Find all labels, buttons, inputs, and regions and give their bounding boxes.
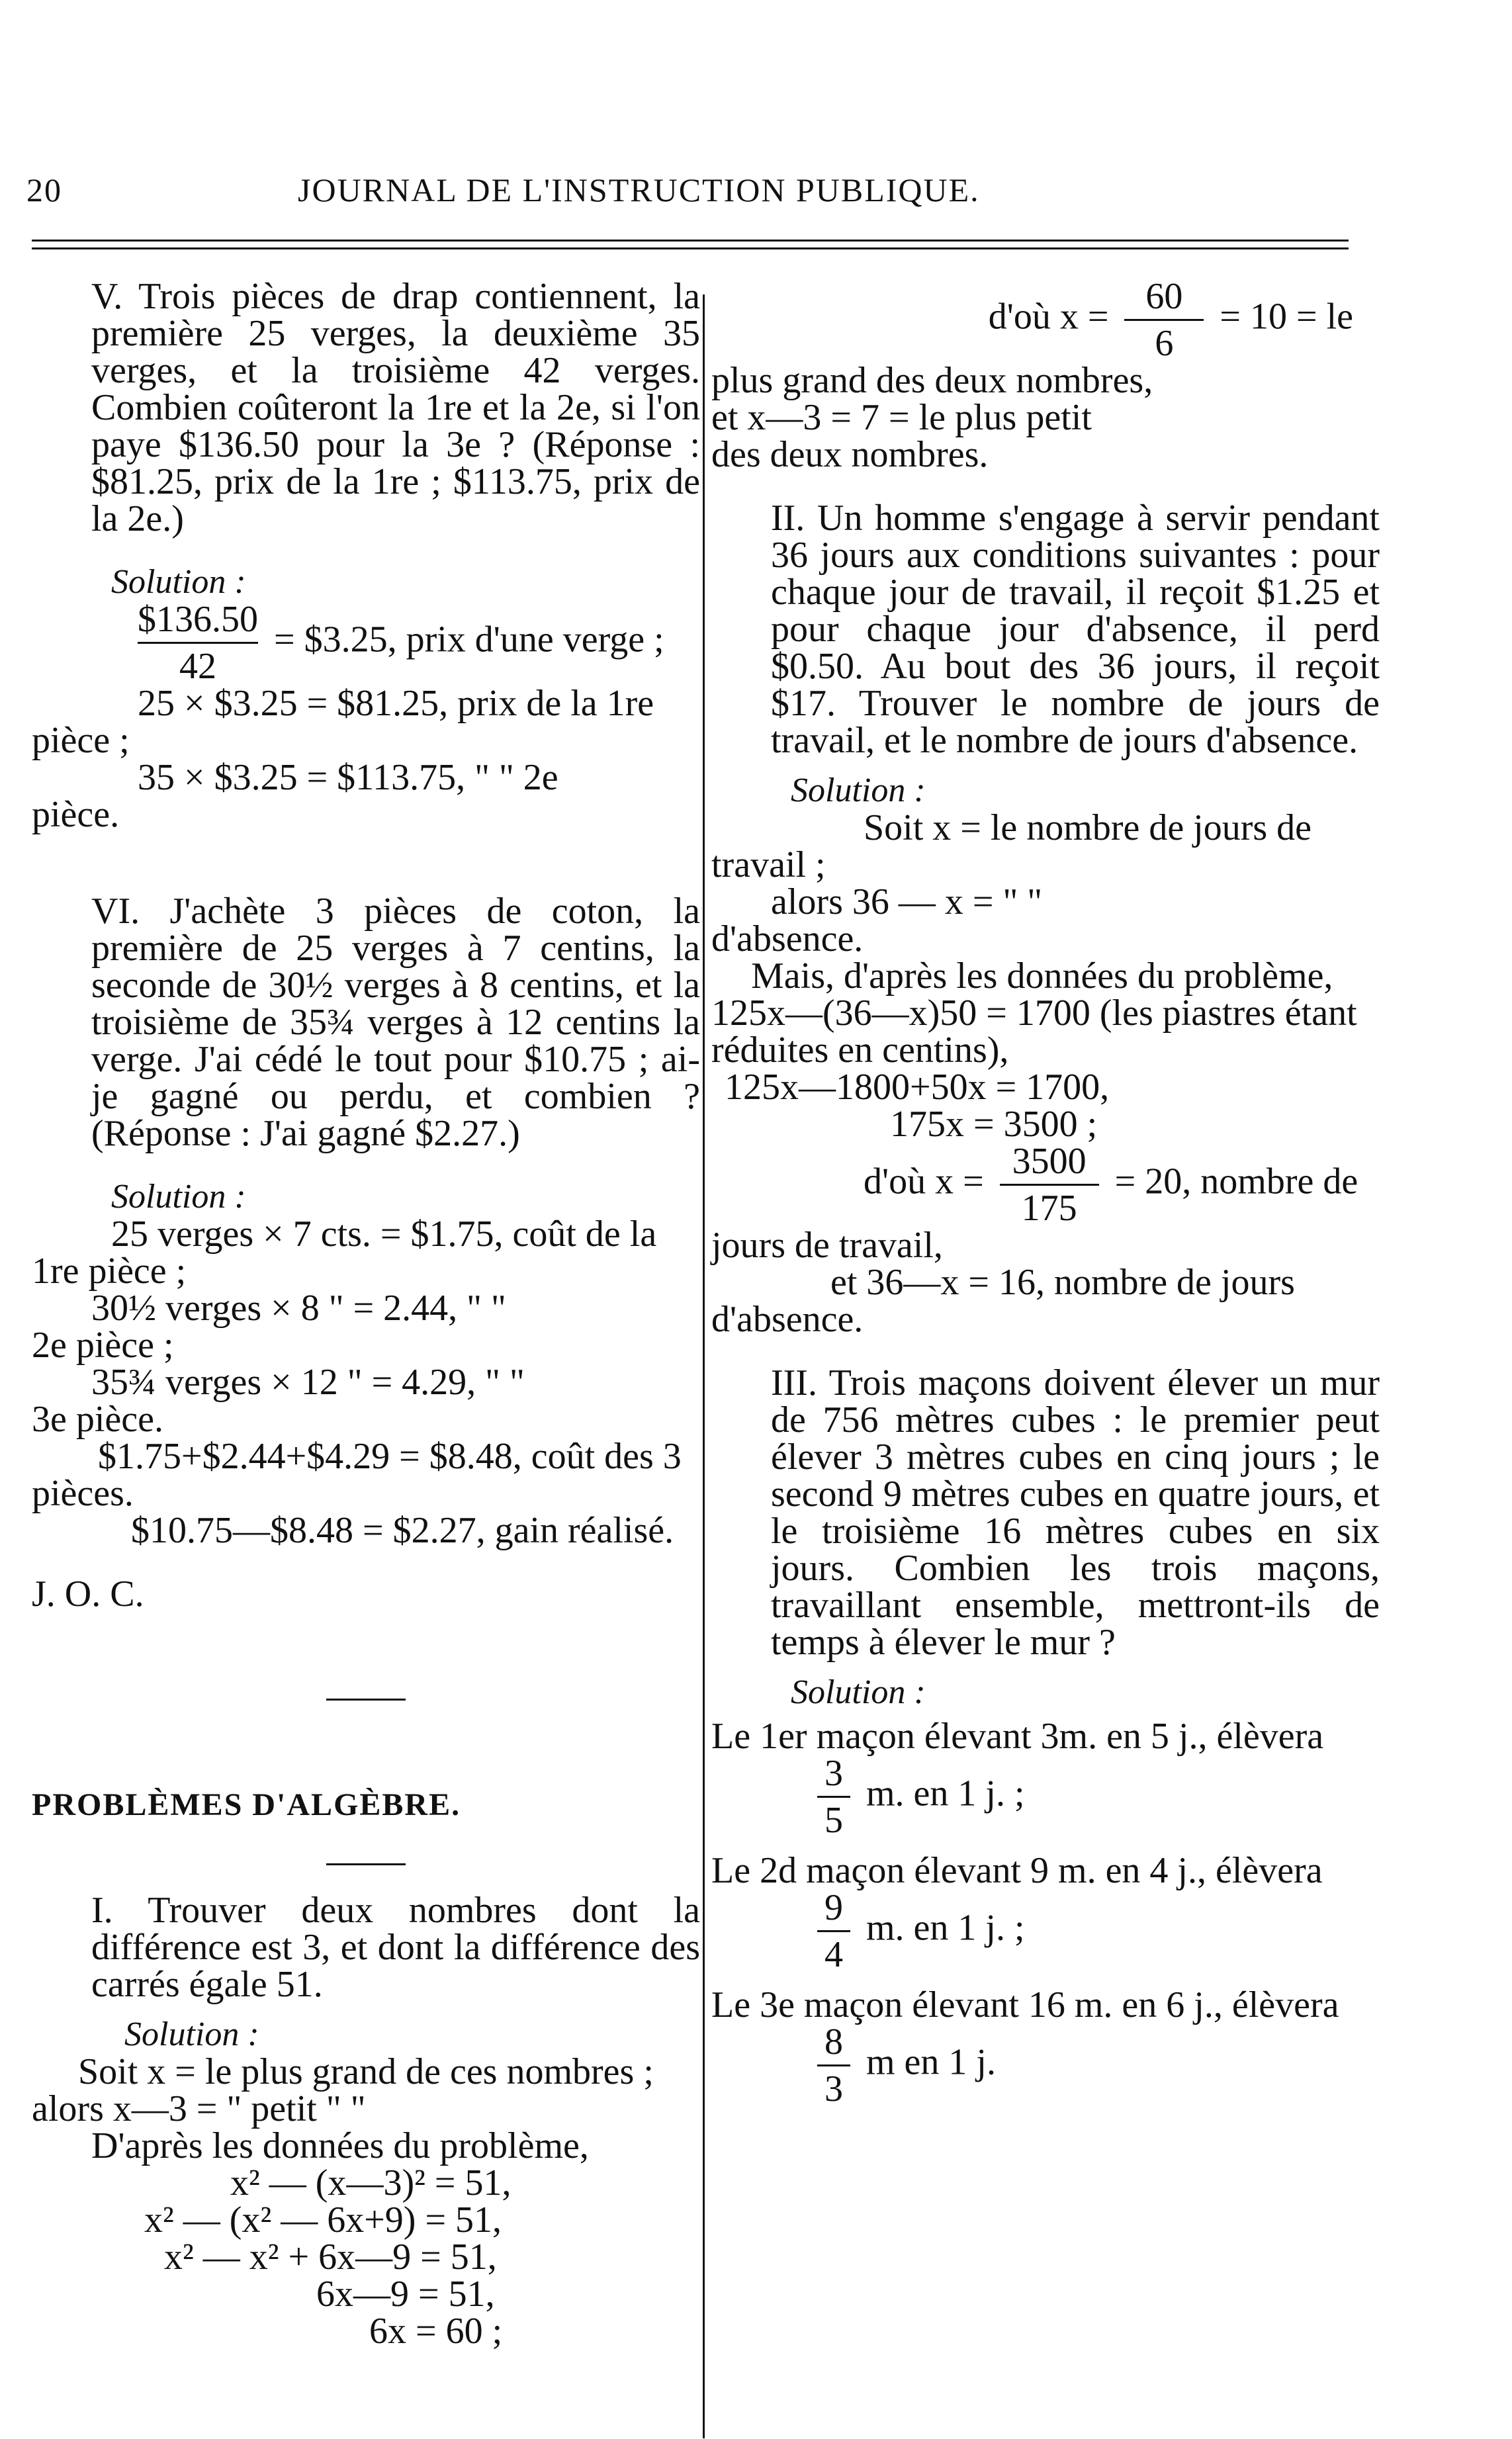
equation-fraction-line	[711, 1143, 1380, 1227]
equation-line: 6x—9 = 51,	[316, 2274, 495, 2315]
fraction-bar	[1000, 1184, 1099, 1186]
equation-line: d'absence.	[711, 1299, 864, 1340]
problem-3-text: III. Trois maçons doivent élever un mur de 756 mètres cubes : le premier peut élever 3 mètres cubes en cinq jours ; le second 9 mètres cubes en quatre jours, et le troisième 16 mètres cubes en six jours. Combien les trois maçons, travaillant ensemble, mettront-ils de temps à élever le mur ?	[771, 1362, 1380, 1663]
equation-line: et 36—x = 16, nombre de jours	[830, 1262, 1295, 1303]
equation-line: plus grand des deux nombres,	[711, 360, 1153, 401]
equation-line: x² — (x—3)² = 51,	[230, 2162, 511, 2203]
header-rule-top	[32, 240, 1349, 242]
equation-line: des deux nombres.	[711, 434, 989, 475]
problem-6-text: VI. J'achète 3 pièces de coton, la première de 25 verges à 7 centins, la seconde de 30½ verges à 8 centins, et la troisième de 35¾ verges à 12 centins la verge. J'ai cédé le tout pour $10.75 ; ai-je gagné ou perdu, et combien ? (Réponse : J'ai gagné $2.27.)	[91, 891, 700, 1154]
equation-line: $1.75+$2.44+$4.29 = $8.48, coût des 3	[98, 1436, 682, 1477]
fraction-bar	[817, 1930, 850, 1932]
equation-line: 175x = 3500 ;	[890, 1104, 1098, 1145]
equation-text: m en 1 j.	[866, 2041, 996, 2083]
algebra-section-title: PROBLÈMES D'ALGÈBRE.	[32, 1787, 461, 1822]
fraction-bar	[817, 2064, 850, 2066]
equation-text: = 10 = le	[1220, 296, 1353, 337]
solution-label: Solution :	[124, 2016, 259, 2053]
fraction-bar	[1124, 319, 1204, 321]
equation-line: 2e pièce ;	[32, 1325, 174, 1366]
equation-line: d'absence.	[711, 918, 864, 959]
equation-line: Soit x = le plus grand de ces nombres ;	[78, 2051, 654, 2092]
fraction-numerator: 3500	[1012, 1141, 1087, 1182]
page-number: 20	[26, 171, 62, 208]
equation-text: = $3.25, prix d'une verge ;	[274, 619, 664, 660]
equation-line: pièce ;	[32, 720, 130, 761]
equation-line: x² — (x² — 6x+9) = 51,	[144, 2199, 502, 2240]
equation-line: alors x—3 = " petit " "	[32, 2088, 366, 2129]
fraction-denominator: 4	[824, 1934, 843, 1975]
equation-line: 30½ verges × 8 " = 2.44, " "	[91, 1288, 506, 1329]
equation-line: alors 36 — x = " "	[771, 881, 1043, 922]
column-divider	[703, 294, 705, 2438]
fraction-numerator: 9	[824, 1887, 843, 1928]
equation-line: 35¾ verges × 12 " = 4.29, " "	[91, 1362, 525, 1403]
equation-line: D'après les données du problème,	[91, 2125, 589, 2166]
equation-line: 25 × $3.25 = $81.25, prix de la 1re	[138, 683, 654, 724]
fraction-denominator: 42	[179, 646, 216, 687]
fraction-denominator: 175	[1021, 1188, 1077, 1229]
equation-line: 6x = 60 ;	[369, 2311, 503, 2352]
problem-2-text: II. Un homme s'engage à servir pendant 36 jours aux conditions suivantes : pour chaque jour de travail, il reçoit $1.25 et pour chaque jour d'absence, il perd $0.50. Au bout des 36 jours, il reçoit $17. Trouver le nombre de jours de travail, et le nombre de jours d'absence.	[771, 498, 1380, 761]
equation-line: 35 × $3.25 = $113.75, " " 2e	[138, 757, 558, 798]
equation-line: Le 2d maçon élevant 9 m. en 4 j., élèvera	[711, 1850, 1323, 1891]
equation-line: x² — x² + 6x—9 = 51,	[164, 2237, 497, 2278]
problem-1-text: I. Trouver deux nombres dont la différence est 3, et dont la différence des carrés égale 51.	[91, 1890, 700, 2005]
fraction-denominator: 5	[824, 1800, 843, 1841]
equation-line: jours de travail,	[711, 1225, 943, 1266]
fraction	[817, 2023, 850, 2107]
problem-5-text: V. Trois pièces de drap contiennent, la première 25 verges, la deuxième 35 verges, et la troisième 42 verges. Combien coûteront la 1re et la 2e, si l'on paye $136.50 pour la 3e ? (Réponse : $81.25, prix de la 1re ; $113.75, prix de la 2e.)	[91, 276, 700, 539]
equation-fraction-line	[711, 1889, 1380, 1973]
fraction	[817, 1755, 850, 1839]
solution-5-fraction-line	[32, 601, 700, 685]
page-title: JOURNAL DE L'INSTRUCTION PUBLIQUE.	[298, 171, 980, 208]
equation-line: Soit x = le nombre de jours de	[864, 807, 1312, 848]
equation-text: d'où x =	[864, 1161, 984, 1202]
equation-text: m. en 1 j. ;	[866, 1907, 1025, 1949]
solution-label: Solution :	[791, 1673, 926, 1711]
fraction-bar	[817, 1796, 850, 1798]
fraction	[1000, 1143, 1099, 1227]
fraction-denominator: 3	[824, 2068, 843, 2109]
header-rule-bottom	[32, 247, 1349, 249]
fraction	[817, 1889, 850, 1973]
equation-fraction-line	[711, 278, 1380, 362]
equation-text: = 20, nombre de	[1114, 1161, 1358, 1202]
equation-fraction-line	[711, 2023, 1380, 2107]
equation-line: 3e pièce.	[32, 1399, 163, 1440]
left-column	[32, 278, 700, 2350]
equation-line: Le 1er maçon élevant 3m. en 5 j., élèvera	[711, 1716, 1324, 1757]
equation-line: Le 3e maçon élevant 16 m. en 6 j., élèvera	[711, 1984, 1339, 2025]
fraction-numerator: 8	[824, 2021, 843, 2062]
solution-label: Solution :	[791, 772, 926, 809]
fraction-denominator: 6	[1155, 323, 1174, 364]
fraction-bar	[138, 642, 258, 644]
fraction-numerator: 3	[824, 1753, 843, 1794]
equation-line: 125x—1800+50x = 1700,	[725, 1067, 1110, 1108]
signature: J. O. C.	[32, 1574, 144, 1615]
equation-fraction-line	[711, 1755, 1380, 1839]
equation-text: m. en 1 j. ;	[866, 1773, 1025, 1814]
equation-line: pièce.	[32, 794, 120, 835]
fraction-numerator: $136.50	[138, 599, 258, 640]
equation-line: réduites en centins),	[711, 1030, 1009, 1071]
equation-line: et x—3 = 7 = le plus petit	[711, 397, 1092, 438]
solution-label: Solution :	[111, 563, 246, 601]
solution-label: Solution :	[111, 1178, 246, 1216]
equation-line: $10.75—$8.48 = $2.27, gain réalisé.	[131, 1510, 674, 1551]
right-column	[711, 278, 1380, 2107]
equation-line: 1re pièce ;	[32, 1251, 187, 1292]
equation-line: 125x—(36—x)50 = 1700 (les piastres étant	[711, 993, 1357, 1034]
equation-line: travail ;	[711, 844, 826, 885]
equation-line: pièces.	[32, 1473, 134, 1514]
fraction	[1124, 278, 1204, 362]
equation-line: Mais, d'après les données du problème,	[751, 955, 1333, 997]
equation-line: 25 verges × 7 cts. = $1.75, coût de la	[111, 1214, 657, 1255]
fraction-numerator: 60	[1145, 276, 1183, 317]
fraction	[138, 601, 258, 685]
equation-text: d'où x =	[988, 296, 1109, 337]
